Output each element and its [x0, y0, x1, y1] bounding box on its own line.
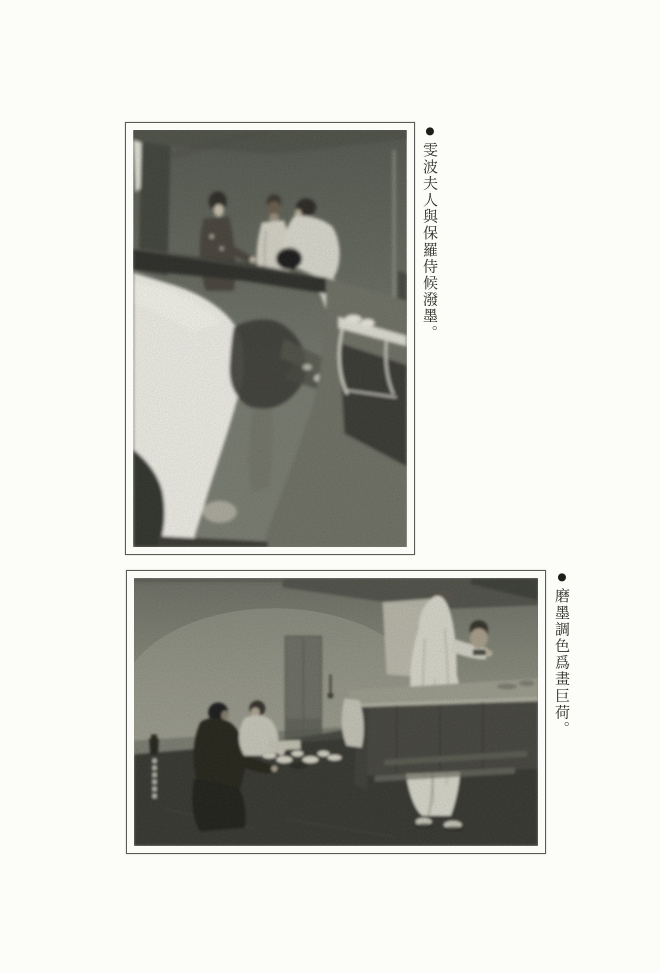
caption-top	[420, 125, 440, 355]
photo-frame-bottom	[126, 570, 546, 854]
photo-bottom-grinding-ink	[134, 578, 538, 846]
caption-bullet-icon: ●	[424, 125, 436, 137]
caption-bottom	[552, 571, 572, 771]
photo-top-splashing-ink	[133, 130, 407, 547]
photo-frame-top	[125, 122, 415, 555]
caption-bottom-text: 磨墨調色爲畫巨荷。	[553, 588, 571, 738]
caption-top-text: 雯波夫人與保羅侍候潑墨。	[421, 142, 439, 342]
caption-bullet-icon: ●	[556, 571, 568, 583]
